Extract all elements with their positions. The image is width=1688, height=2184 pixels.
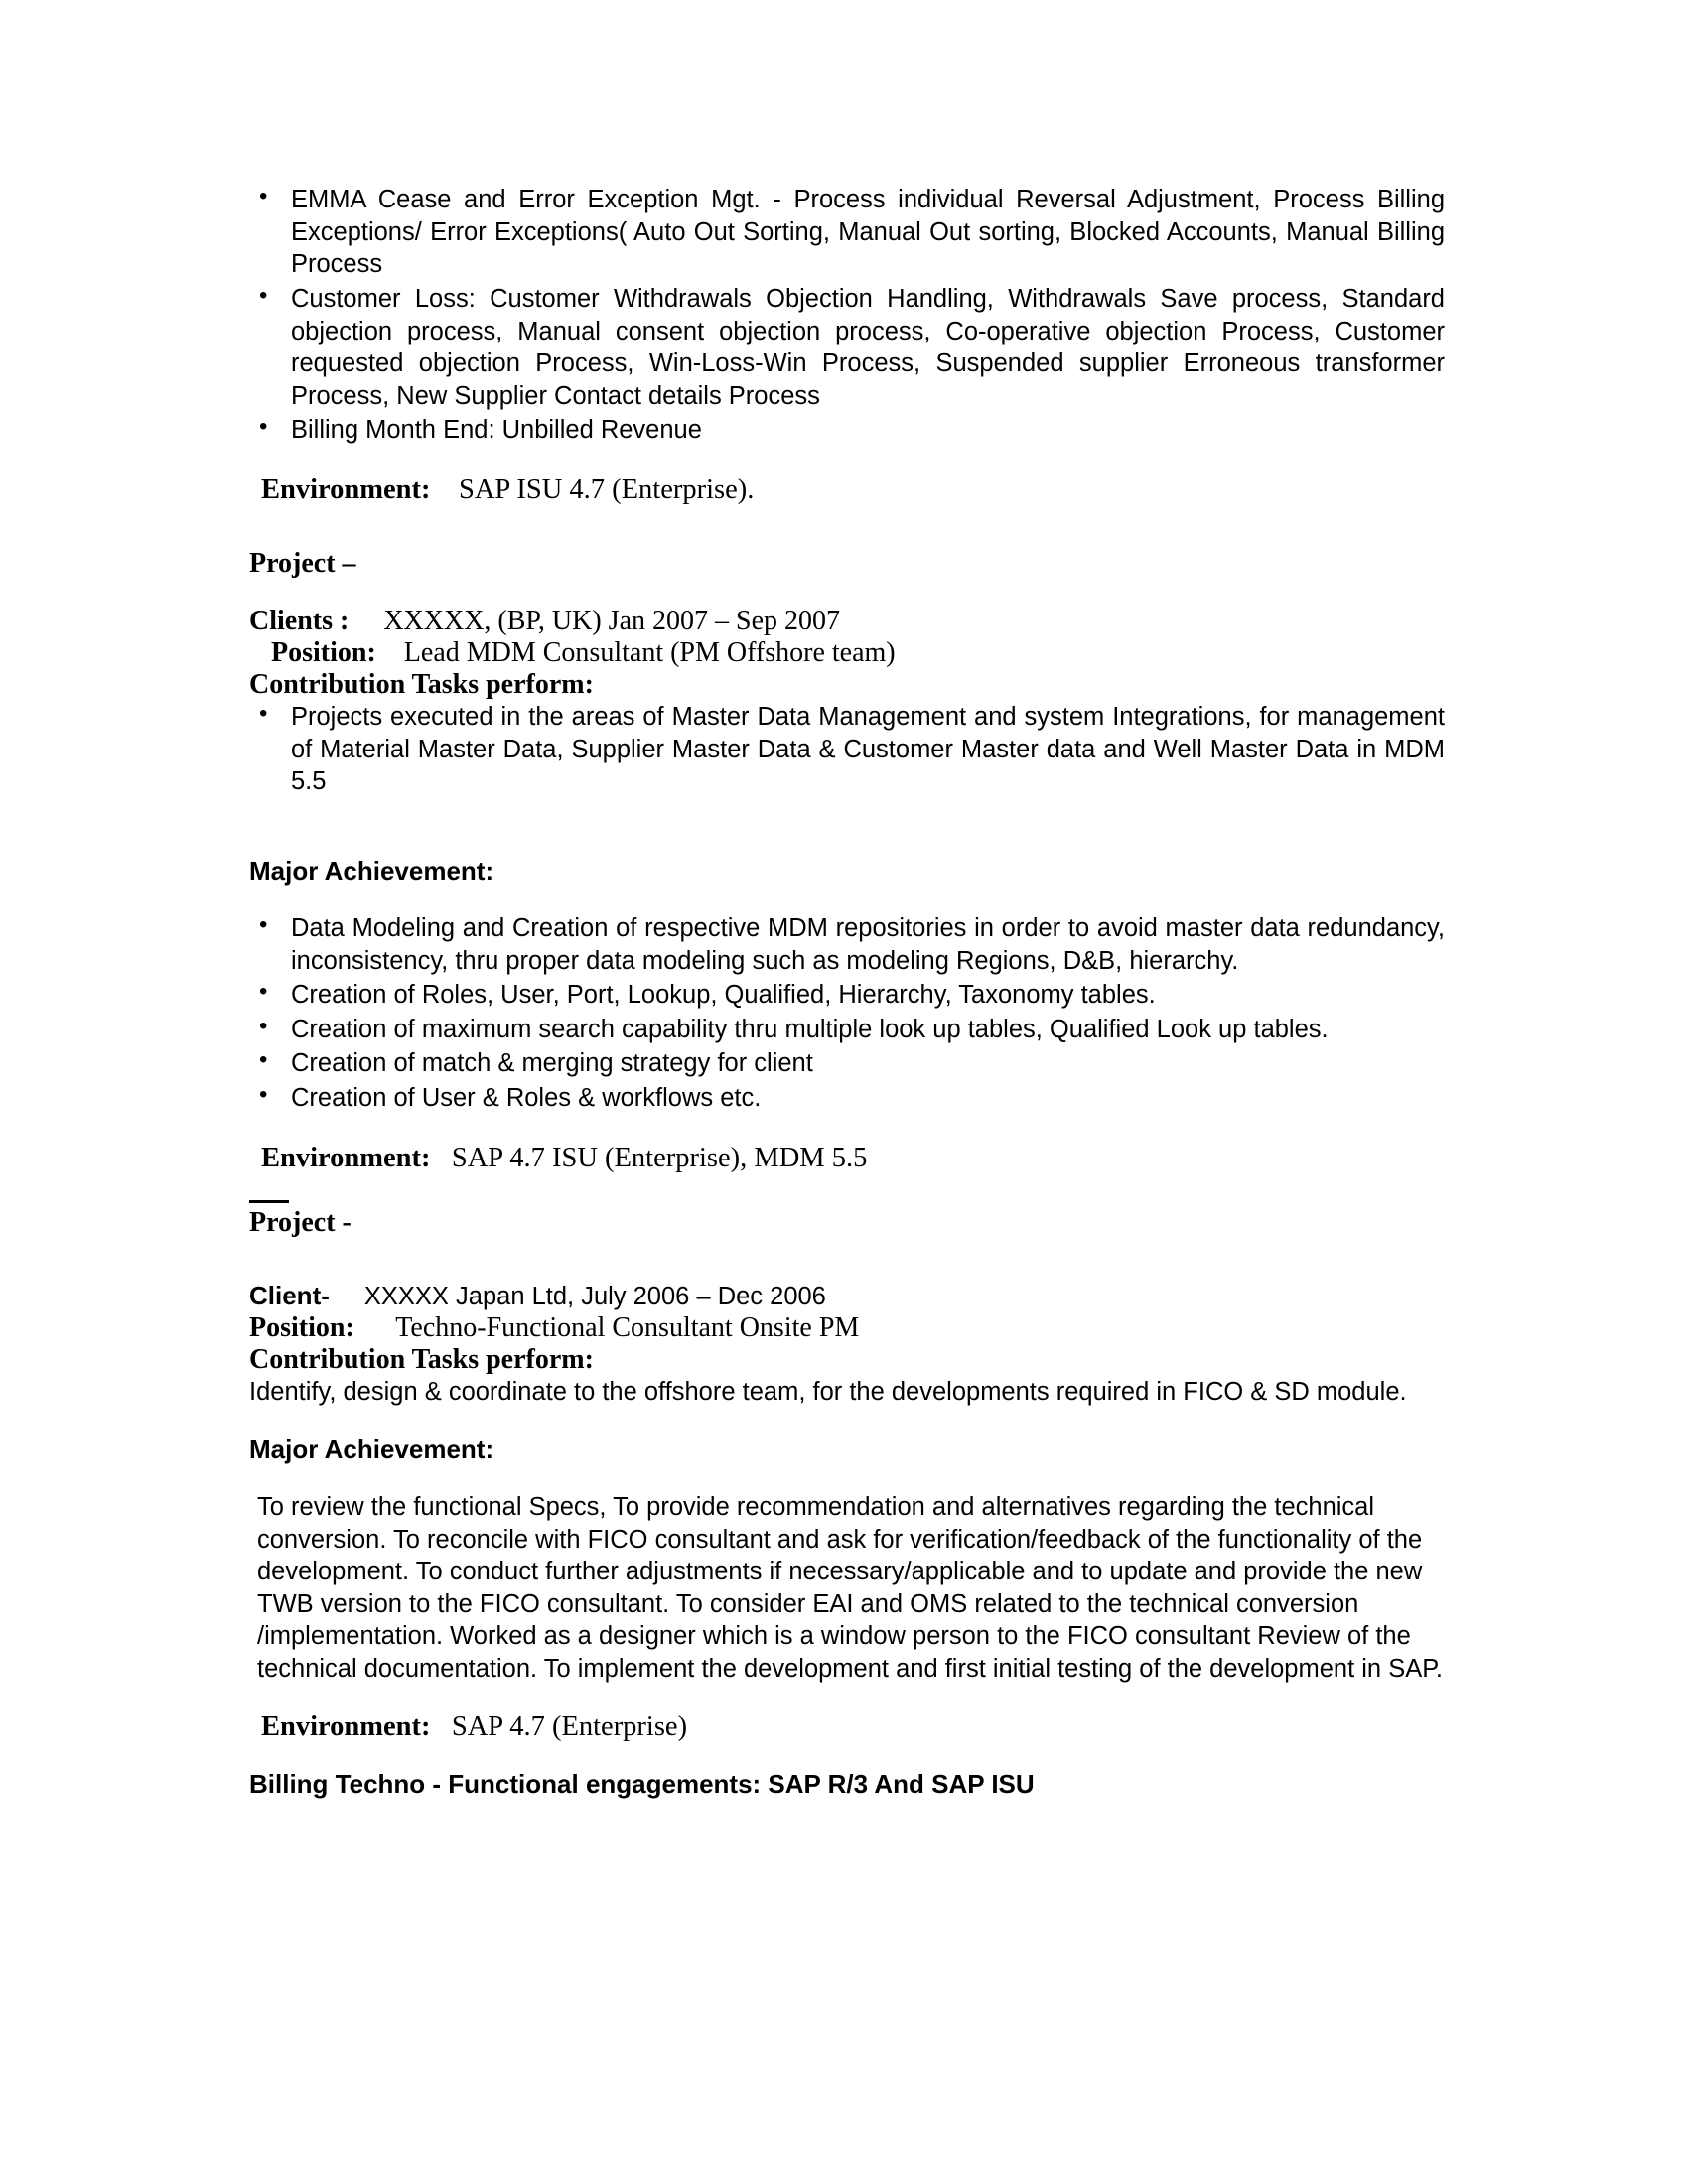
top-bullet-list [243,184,1445,447]
list-item: • Customer Loss: Customer Withdrawals Objection Handling, Withdrawals Save process, Standard objection process, Manual consent objection process, Co-operative objection Process, Customer requested objection Process, Win-Loss-Win Process, Suspended supplier Erroneous transformer Process, New Supplier Contact details Process [243,283,1445,413]
client-value: XXXXX, (BP, UK) Jan 2007 – Sep 2007 [383,606,840,636]
list-item: • Projects executed in the areas of Master Data Management and system Integrations, for management of Material Master Data, Supplier Master Data & Customer Master data and Well Master Data in MDM 5.5 [243,701,1445,798]
list-item: • Creation of Roles, User, Port, Lookup, Qualified, Hierarchy, Taxonomy tables. [243,979,1445,1012]
contribution-bullet-list-2 [243,701,1445,798]
position-label: Position: [249,1312,354,1344]
environment-value: SAP 4.7 (Enterprise) [451,1710,688,1742]
major-achievement-label-3: Major Achievement: [249,1433,494,1464]
position-value: Lead MDM Consultant (PM Offshore team) [403,637,896,668]
position-label: Position: [271,637,376,668]
list-item: • Creation of User & Roles & workflows etc. [243,1082,1445,1115]
environment-line-2 [243,1143,1445,1174]
client-label: Clients : [249,606,350,636]
client-label: Client- [249,1280,330,1310]
list-item: • Creation of maximum search capability thru multiple look up tables, Qualified Look up tables. [243,1014,1445,1046]
achievement-bullet-list-2 [243,912,1445,1115]
document-body [243,184,1445,1800]
environment-value: SAP ISU 4.7 (Enterprise). [459,475,755,505]
contribution-label-2: Contribution Tasks perform: [249,669,594,700]
project-heading-3: Project - [249,1206,352,1238]
project-heading-2: Project – [249,548,356,579]
list-item: • EMMA Cease and Error Exception Mgt. - Process individual Reversal Adjustment, Process Billing Exceptions/ Error Exceptions( Auto Out Sorting, Manual Out sorting, Blocked Accounts, Manual Billing Process [243,184,1445,281]
horizontal-rule [249,1200,289,1203]
environment-label: Environment: [261,1142,431,1173]
contribution-text-3: Identify, design & coordinate to the offshore team, for the developments required in FICO & SD module. [249,1378,1407,1407]
client-value: XXXXX Japan Ltd, July 2006 – Dec 2006 [363,1282,826,1310]
environment-line-1 [243,475,1445,506]
list-item: • Creation of match & merging strategy for client [243,1047,1445,1080]
list-item: • Data Modeling and Creation of respective MDM repositories in order to avoid master data redundancy, inconsistency, thru proper data modeling such as modeling Regions, D&B, hierarchy. [243,912,1445,977]
footer-heading: Billing Techno - Functional engagements: SAP R/3 And SAP ISU [249,1768,1035,1799]
environment-line-3 [243,1711,1445,1743]
major-achievement-label-2: Major Achievement: [249,855,494,886]
major-achievement-text-3: To review the functional Specs, To provide recommendation and alternatives regarding the technical conversion. To reconcile with FICO consultant and ask for verification/feedback of the functionality of the development. To conduct further adjustments if necessary/applicable and to update and provide the new TWB version to the FICO consultant. To consider EAI and OMS related to the technical conversion /implementation. Worked as a designer which is a window person to the FICO consultant Review of the technical documentation. To implement the development and first initial testing of the development in SAP. [257,1492,1444,1683]
position-line-3 [243,1312,1445,1344]
position-line-2 [243,637,1445,669]
environment-label: Environment: [261,475,431,505]
list-item: • Billing Month End: Unbilled Revenue [243,414,1445,447]
environment-label: Environment: [261,1710,431,1742]
position-value: Techno-Functional Consultant Onsite PM [395,1312,860,1344]
contribution-label-3: Contribution Tasks perform: [249,1344,594,1376]
client-line-2 [243,606,1445,637]
client-line-3 [243,1281,1445,1313]
environment-value: SAP 4.7 ISU (Enterprise), MDM 5.5 [451,1142,868,1173]
